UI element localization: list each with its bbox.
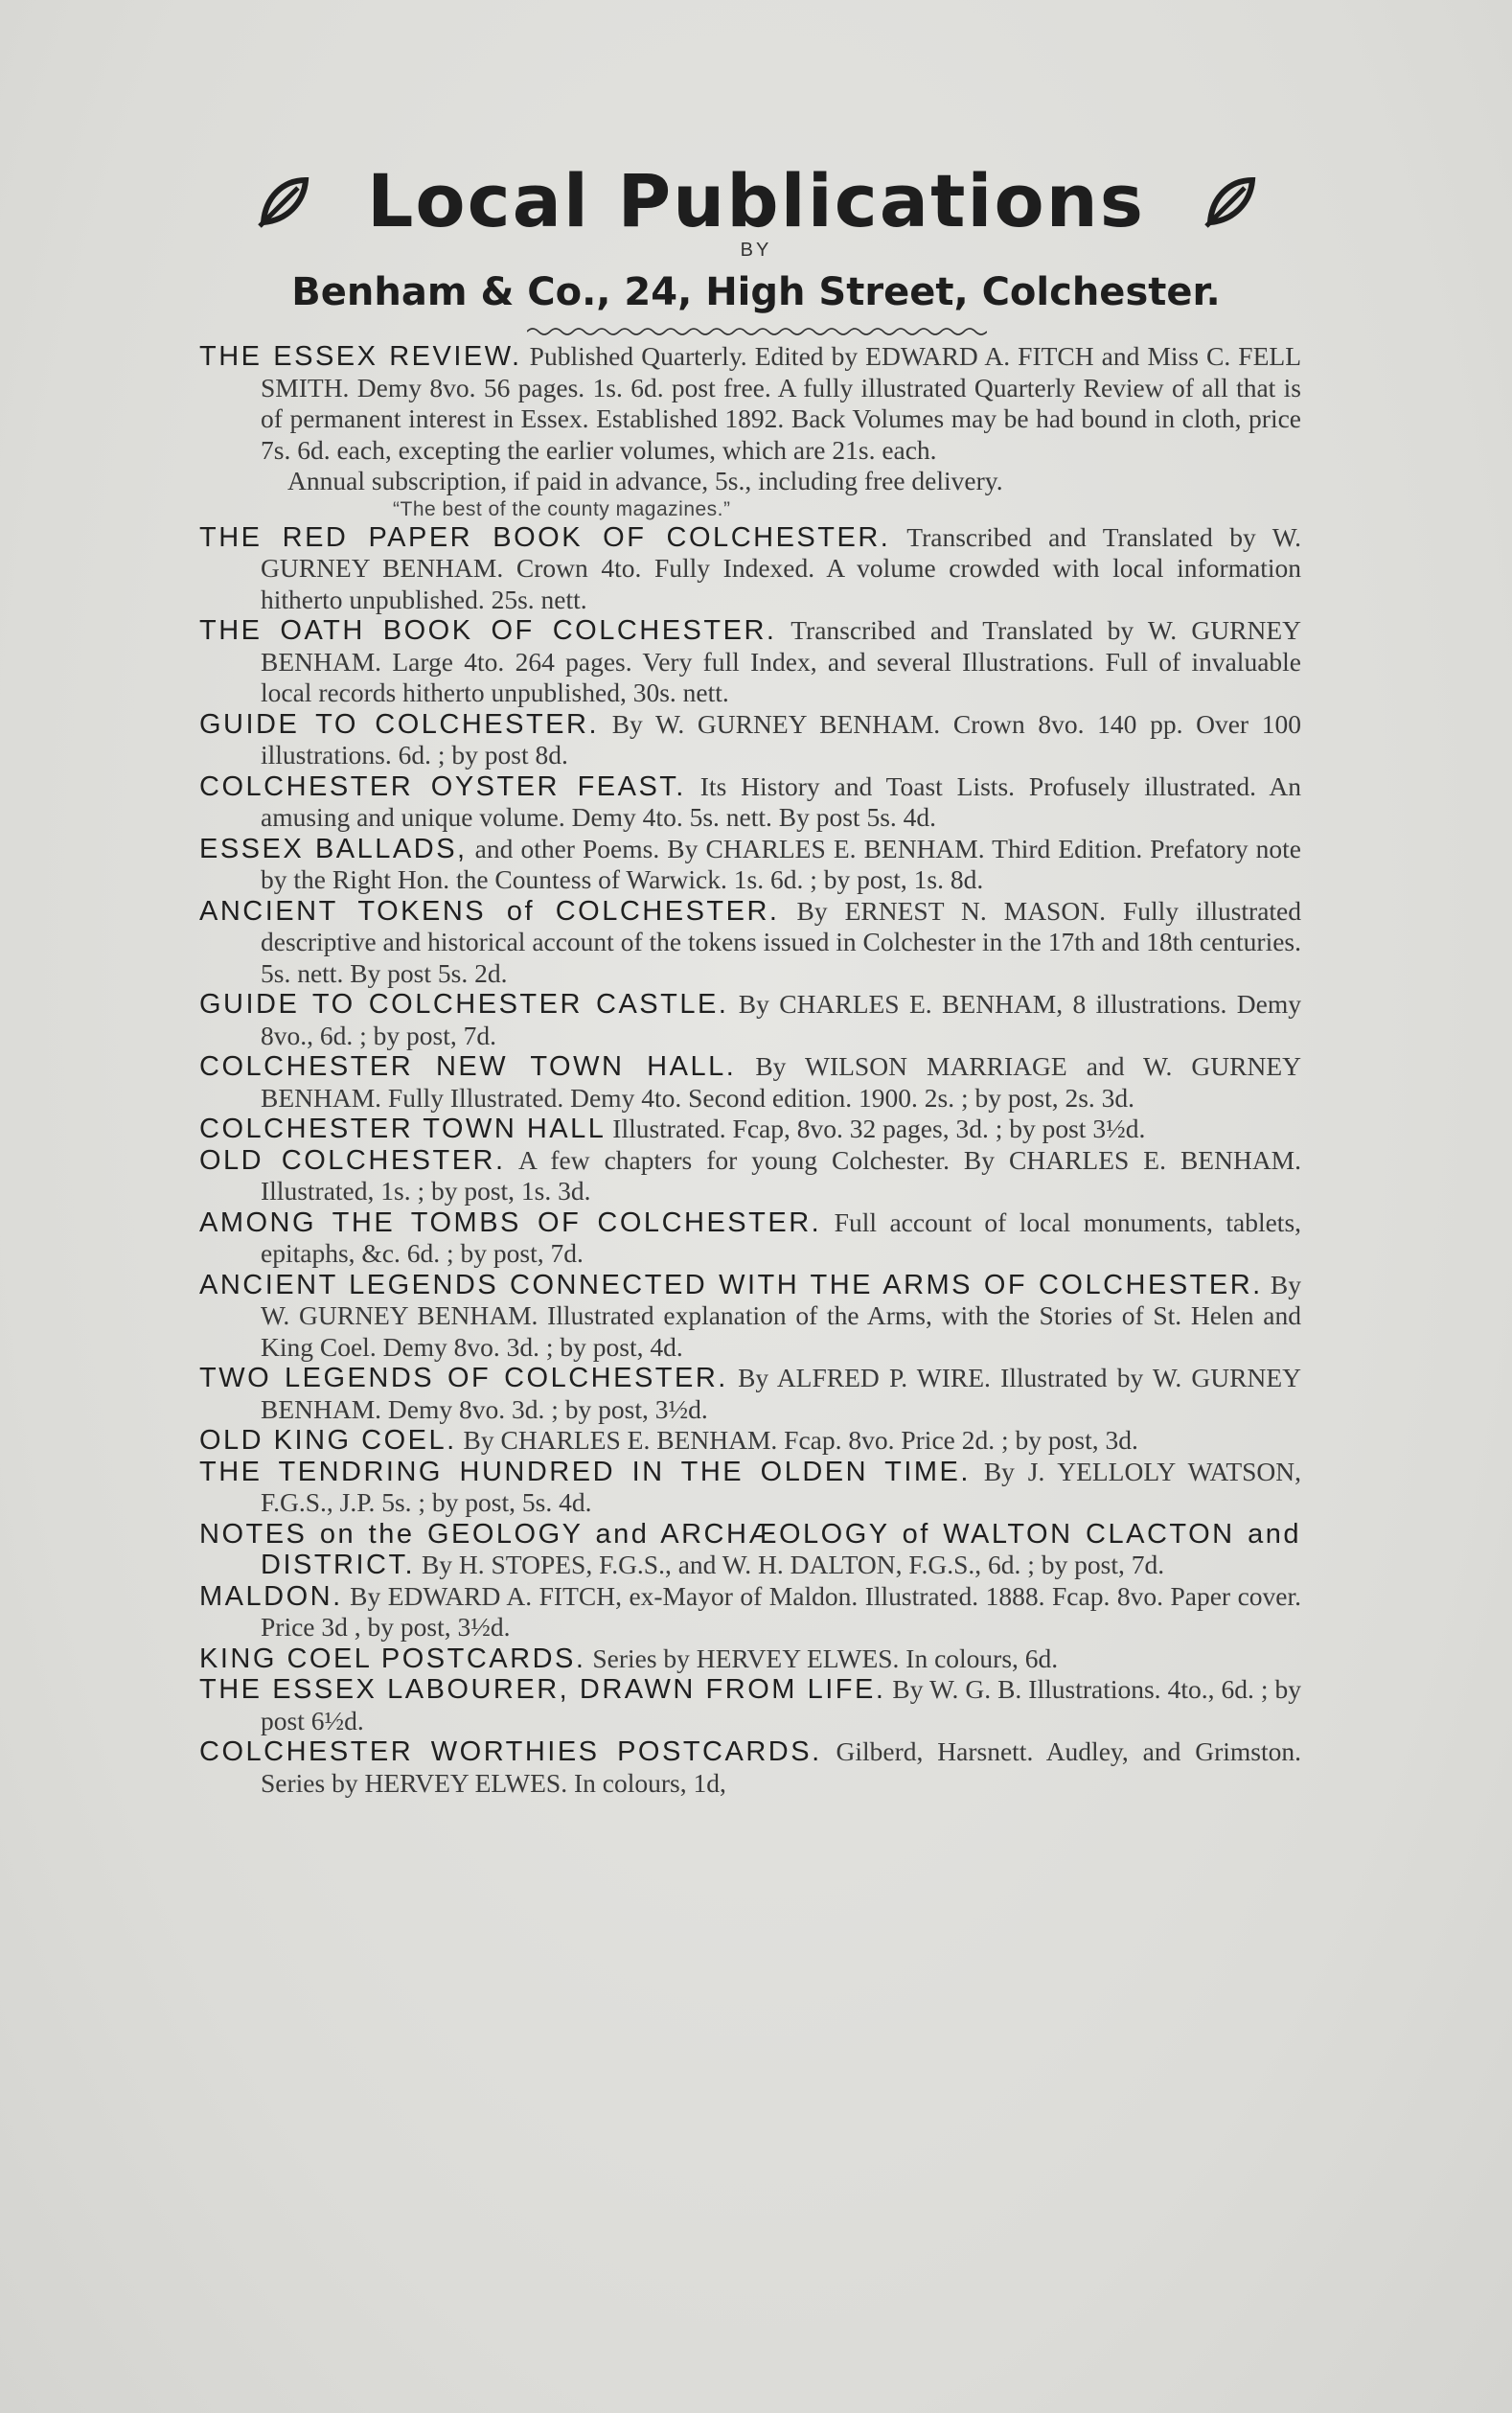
- publication-description: By WILSON MARRIAGE and W. GURNEY BENHAM. Fully Illustrated. Demy 4to. Second edition. 1900. 2s. ; by post, 2s. 3d.: [261, 1051, 1301, 1113]
- publication-title: COLCHESTER WORTHIES POSTCARDS.: [199, 1736, 822, 1767]
- leaf-ornament-icon: [256, 174, 309, 228]
- publication-description: Transcribed and Translated by W. GURNEY BENHAM. Large 4to. 264 pages. Very full Index, and several Illustrations. Full of invaluable local records hitherto unpublished, 30s. nett.: [261, 615, 1301, 707]
- publication-description: A few chapters for young Colchester. By CHARLES E. BENHAM. Illustrated, 1s. ; by post, 1s. 3d.: [261, 1144, 1302, 1206]
- publication-entry: [199, 1207, 1301, 1270]
- publication-title: NOTES on the GEOLOGY and ARCHÆOLOGY of WALTON CLACTON and DISTRICT.: [199, 1518, 1301, 1580]
- publication-entry: [199, 1425, 1301, 1457]
- publication-description: Series by HERVEY ELWES. In colours, 6d.: [592, 1643, 1059, 1673]
- publication-entry: [199, 1114, 1301, 1145]
- publication-title: GUIDE TO COLCHESTER CASTLE.: [199, 989, 729, 1020]
- publication-entry: [199, 1519, 1301, 1581]
- publication-title: GUIDE TO COLCHESTER.: [199, 708, 600, 740]
- publication-title: AMONG THE TOMBS OF COLCHESTER.: [199, 1206, 822, 1238]
- publication-description: By H. STOPES, F.G.S., and W. H. DALTON, F.G.S., 6d. ; by post, 7d.: [421, 1550, 1165, 1579]
- publication-description: Full account of local monuments, tablets, epitaphs, &c. 6d. ; by post, 7d.: [261, 1206, 1302, 1268]
- publications-list: [199, 341, 1301, 1799]
- by-label: BY: [740, 240, 772, 261]
- publication-title: THE RED PAPER BOOK OF COLCHESTER.: [199, 521, 891, 553]
- publication-title: KING COEL POSTCARDS.: [199, 1643, 586, 1674]
- publication-description: By W. GURNEY BENHAM. Crown 8vo. 140 pp. Over 100 illustrations. 6d. ; by post 8d.: [261, 708, 1302, 770]
- title-row: [0, 158, 1512, 243]
- leaf-ornament-icon: [1203, 174, 1256, 228]
- publication-title: OLD KING COEL.: [199, 1425, 457, 1456]
- publication-title: THE ESSEX REVIEW.: [199, 341, 522, 372]
- publication-title: MALDON.: [199, 1580, 343, 1612]
- page-title: Local Publications: [366, 158, 1146, 243]
- publication-description: By ALFRED P. WIRE. Illustrated by W. GURNEY BENHAM. Demy 8vo. 3d. ; by post, 3½d.: [261, 1363, 1301, 1424]
- publication-entry: [199, 1674, 1301, 1736]
- subscription-note: Annual subscription, if paid in advance, 5s., including free delivery.: [287, 466, 1003, 495]
- publication-title: COLCHESTER OYSTER FEAST.: [199, 770, 686, 802]
- publication-entry: [199, 522, 1301, 616]
- publication-entry: [199, 709, 1301, 771]
- publication-title: OLD COLCHESTER.: [199, 1144, 506, 1176]
- publication-entry: [199, 896, 1301, 990]
- publication-entry: [199, 1581, 1301, 1643]
- publication-description: By J. YELLOLY WATSON, F.G.S., J.P. 5s. ; by post, 5s. 4d.: [261, 1456, 1301, 1517]
- publication-description: By CHARLES E. BENHAM, 8 illustrations. Demy 8vo., 6d. ; by post, 7d.: [261, 989, 1302, 1050]
- publication-title: THE OATH BOOK OF COLCHESTER.: [199, 615, 777, 646]
- publication-title: THE TENDRING HUNDRED IN THE OLDEN TIME.: [199, 1456, 971, 1487]
- publication-description: and other Poems. By CHARLES E. BENHAM. Third Edition. Prefatory note by the Right Hon. the Countess of Warwick. 1s. 6d. ; by post, 1s. 8d.: [261, 833, 1301, 894]
- publication-entry: [199, 1363, 1301, 1425]
- publication-entry: [199, 989, 1301, 1051]
- publication-description: Transcribed and Translated by W. GURNEY BENHAM. Crown 4to. Fully Indexed. A volume crowded with local information hitherto unpublished. 25s. nett.: [261, 521, 1301, 614]
- publication-entry: [199, 1457, 1301, 1519]
- publication-title: TWO LEGENDS OF COLCHESTER.: [199, 1363, 728, 1393]
- publication-entry: [199, 1270, 1301, 1364]
- publication-description: Gilberd, Harsnett. Audley, and Grimston. Series by HERVEY ELWES. In colours, 1d,: [261, 1736, 1301, 1798]
- publisher-line: Benham & Co., 24, High Street, Colchester.: [291, 270, 1221, 314]
- publication-entry: [199, 615, 1301, 709]
- publication-description: By CHARLES E. BENHAM. Fcap. 8vo. Price 2d. ; by post, 3d.: [463, 1425, 1138, 1455]
- publication-description: By W. GURNEY BENHAM. Illustrated explanation of the Arms, with the Stories of St. Helen and King Coel. Demy 8vo. 3d. ; by post, 4d.: [261, 1269, 1301, 1362]
- publication-entry: [199, 1643, 1301, 1675]
- publication-entry: [199, 1145, 1301, 1207]
- publication-entry: [199, 341, 1301, 466]
- publication-entry: [199, 771, 1301, 834]
- wavy-divider: [527, 326, 987, 337]
- publication-description: Its History and Toast Lists. Profusely illustrated. An amusing and unique volume. Demy 4to. 5s. nett. By post 5s. 4d.: [261, 770, 1302, 832]
- review-quote: “The best of the county magazines.”: [393, 497, 731, 520]
- publication-description: Published Quarterly. Edited by EDWARD A. FITCH and Miss C. FELL SMITH. Demy 8vo. 56 pages. 1s. 6d. post free. A fully illustrated Quarterly Review of all that is of permanent interest in Essex. Established 1892. Back Volumes may be had bound in cloth, price 7s. 6d. each, excepting the earlier volumes, which are 21s. each.: [261, 341, 1301, 465]
- publication-title: ANCIENT LEGENDS CONNECTED WITH THE ARMS OF COLCHESTER.: [199, 1269, 1263, 1300]
- publication-title: ESSEX BALLADS,: [199, 833, 468, 864]
- publication-description: By W. G. B. Illustrations. 4to., 6d. ; by post 6½d.: [261, 1674, 1301, 1735]
- publication-description: Illustrated. Fcap, 8vo. 32 pages, 3d. ; by post 3½d.: [612, 1114, 1146, 1143]
- publication-title: COLCHESTER TOWN HALL: [199, 1114, 607, 1144]
- publication-title: COLCHESTER NEW TOWN HALL.: [199, 1051, 737, 1082]
- publication-title: THE ESSEX LABOURER, DRAWN FROM LIFE.: [199, 1674, 886, 1705]
- publication-entry: [199, 1736, 1301, 1799]
- publication-entry: [199, 1051, 1301, 1114]
- publication-title: ANCIENT TOKENS of COLCHESTER.: [199, 895, 780, 927]
- publication-entry: [199, 834, 1301, 896]
- publication-description: By ERNEST N. MASON. Fully illustrated descriptive and historical account of the tokens issued in Colchester in the 17th and 18th centuries. 5s. nett. By post 5s. 2d.: [261, 895, 1302, 988]
- publication-description: By EDWARD A. FITCH, ex-Mayor of Maldon. Illustrated. 1888. Fcap. 8vo. Paper cover. Price 3d , by post, 3½d.: [261, 1580, 1302, 1642]
